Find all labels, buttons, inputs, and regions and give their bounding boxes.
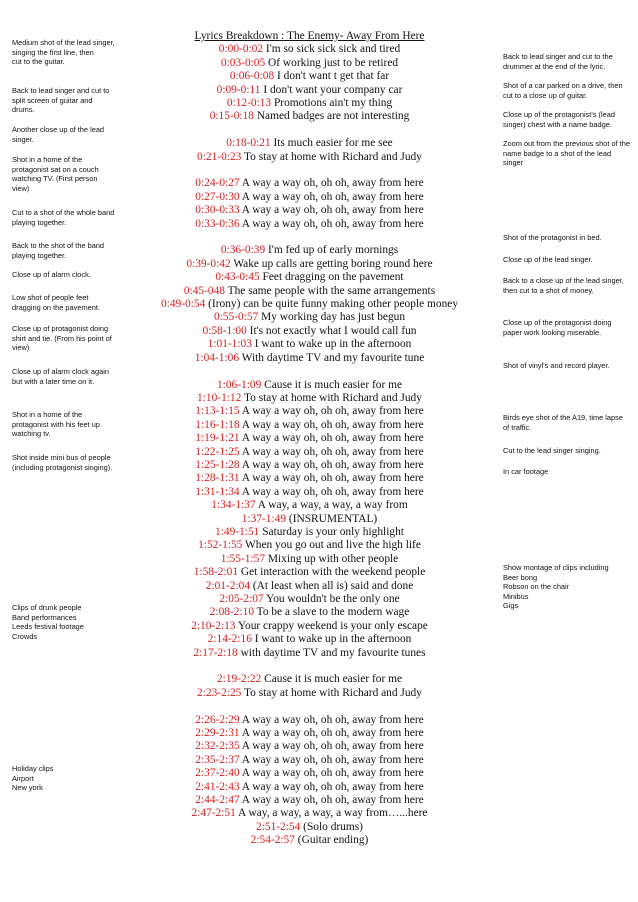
lyric-text: To stay at home with Richard and Judy: [241, 391, 422, 404]
lyric-line: [118, 392, 501, 405]
timestamp: 0:55-0:57: [213, 311, 259, 324]
timestamp: 1:28-1:31: [195, 472, 240, 485]
timestamp: 0:36-0:39: [220, 244, 266, 257]
timestamp: 0:58-1:00: [202, 324, 247, 337]
lyrics-column: [118, 30, 501, 848]
lyric-text: A way a way oh, oh oh, away from here: [239, 190, 424, 203]
lyric-text: A way a way oh, oh oh, away from here: [239, 472, 424, 485]
timestamp: 0:09-0:11: [216, 83, 261, 96]
lyric-line: [118, 499, 501, 512]
lyric-text: A way a way oh, oh oh, away from here: [239, 713, 424, 726]
lyric-line: [118, 177, 501, 190]
shot-note: Back to lead singer and cut to split screen of guitar and drums.: [12, 86, 110, 115]
timestamp: 0:03-0:05: [220, 56, 266, 69]
timestamp: 2:23-2:25: [197, 686, 242, 699]
lyric-text: Your crappy weekend is your only escape: [235, 619, 428, 632]
lyric-line: [118, 580, 501, 593]
timestamp: 0:21-0:23: [197, 150, 242, 163]
lyric-line: [118, 70, 501, 83]
timestamp: 0:00-0:02: [218, 43, 264, 56]
lyric-text: My working day has just begun: [258, 311, 406, 324]
lyric-line: [118, 244, 501, 257]
timestamp: 2:41-2:43: [195, 780, 240, 793]
shot-note: Close up of protagonist doing shirt and tie. (From his point of view): [12, 324, 112, 353]
shot-note: Another close up of the lead singer.: [12, 125, 105, 144]
lyric-text: I don't want t get that far: [274, 70, 390, 83]
lyric-line: [118, 620, 501, 633]
timestamp: 0:15-0:18: [209, 110, 254, 123]
shot-note: Close up of alarm clock.: [12, 270, 91, 279]
lyric-text: Promotions ain't my thing: [271, 97, 393, 110]
timestamp: 2:29-2:31: [195, 727, 240, 740]
timestamp: 0:27-0:30: [195, 190, 240, 203]
lyric-text: You wouldn't be the only one: [263, 593, 400, 605]
timestamp: 2:01-2:04: [205, 579, 251, 592]
lyric-line: [118, 526, 501, 539]
lyric-line: [118, 740, 501, 753]
page-title: Lyrics Breakdown : The Enemy- Away From Here: [194, 30, 425, 42]
lyric-line: [118, 97, 501, 110]
lyric-text: A way a way oh, oh oh, away from here: [239, 432, 424, 445]
lyric-text: With daytime TV and my favourite tune: [239, 351, 425, 364]
lyric-text: A way a way oh, oh oh, away from here: [239, 204, 424, 217]
lyric-line: [118, 218, 501, 231]
lyric-line: [118, 338, 501, 351]
timestamp: 0:12-0:13: [226, 97, 272, 110]
lyric-line: [118, 271, 501, 284]
shot-note: Zoom out from the previous shot of the name badge to a shot of the lead singer: [503, 139, 630, 168]
timestamp: 1:19-1:21: [195, 432, 240, 445]
timestamp: 2:26-2:29: [195, 713, 240, 726]
stanza-gap: [118, 700, 501, 713]
lyric-text: Named badges are not interesting: [253, 110, 410, 123]
lyric-line: [118, 821, 501, 834]
lyric-text: A way a way oh, oh oh, away from here: [239, 418, 424, 431]
shot-note: Close up of the protagonist's (lead singer) chest with a name badge.: [503, 110, 615, 129]
shot-note: Close up of the protagonist doing paper work looking miserable.: [503, 318, 612, 337]
lyric-line: [118, 285, 501, 298]
lyric-line: [118, 137, 501, 150]
lyric-line: [118, 606, 501, 619]
lyric-text: A way a way oh, oh oh, away from here: [239, 485, 424, 498]
lyric-line: [118, 794, 501, 807]
timestamp: 2:37-2:40: [195, 767, 240, 780]
timestamp: 1:13-1:15: [195, 405, 240, 418]
lyric-text: A way a way oh, oh oh, away from here: [239, 794, 424, 807]
lyric-text: A way, a way, a way, a way from: [255, 499, 408, 512]
lyric-line: [118, 258, 501, 271]
timestamp: 1:16-1:18: [195, 418, 240, 431]
lyric-line: [118, 446, 501, 459]
lyric-line: [118, 807, 501, 820]
timestamp: 2:47-2:51: [191, 807, 236, 820]
lyric-line: [118, 754, 501, 767]
lyric-line: [118, 714, 501, 727]
shot-note: Shot inside mini bus of people (including protagonist singing).: [12, 453, 113, 472]
lyric-line: [118, 459, 501, 472]
lyric-text: (INSRUMENTAL): [286, 512, 378, 525]
lyric-text: A way a way oh, oh oh, away from here: [239, 753, 424, 766]
lyric-text: A way a way oh, oh oh, away from here: [239, 217, 424, 230]
lyric-text: Get interaction with the weekend people: [238, 566, 426, 579]
lyric-line: [118, 352, 501, 365]
shot-note: Shot in a home of the protagonist sat on a couch watching TV. (First person view): [12, 155, 99, 193]
lyric-line: [118, 204, 501, 217]
lyric-line: [118, 43, 501, 56]
lyric-line: [118, 687, 501, 700]
timestamp: 0:24-0:27: [195, 177, 240, 190]
lyric-line: [118, 513, 501, 526]
timestamp: 2:54-2:57: [250, 834, 295, 847]
shot-note: Shot of the protagonist in bed.: [503, 233, 602, 242]
shot-note: Birds eye shot of the A19, time lapse of traffic.: [503, 413, 623, 432]
timestamp: 1:52-1:55: [198, 539, 243, 552]
lyric-line: [118, 727, 501, 740]
lyric-line: [118, 298, 501, 311]
shot-note: Low shot of people feet dragging on the pavement.: [12, 293, 100, 312]
shot-note: Cut to the lead singer singing.: [503, 446, 601, 455]
stanza-gap: [118, 231, 501, 244]
lyric-text: I'm fed up of early mornings: [265, 244, 399, 257]
timestamp: 0:06-0:08: [229, 70, 275, 83]
timestamp: 1:55-1:57: [220, 552, 266, 565]
shot-note: Close up of alarm clock again but with a later time on it.: [12, 367, 109, 386]
lyric-line: [118, 379, 501, 392]
lyric-text: A way a way oh, oh oh, away from here: [239, 727, 424, 740]
timestamp: 1:58-2:01: [193, 566, 239, 579]
stanza-gap: [118, 124, 501, 137]
lyric-text: I want to wake up in the afternoon: [251, 633, 412, 646]
timestamp: 1:06-1:09: [216, 378, 262, 391]
lyric-text: Of working just to be retired: [265, 56, 399, 69]
lyric-text: The same people with the same arrangements: [225, 284, 436, 297]
timestamp: 1:10-1:12: [197, 391, 242, 404]
timestamp: 0:33-0:36: [195, 217, 240, 230]
timestamp: 2:19-2:22: [216, 673, 262, 686]
lyric-text: Saturday is your only highlight: [259, 525, 404, 538]
shot-note: Close up of the lead singer.: [503, 255, 593, 264]
lyric-line: [118, 486, 501, 499]
lyric-text: Feet dragging on the pavement: [259, 271, 404, 284]
timestamp: 2:08-2:10: [209, 606, 255, 619]
lyric-line: [118, 566, 501, 579]
lyric-text: It's not exactly what I would call fun: [246, 324, 417, 337]
lyric-text: A way a way oh, oh oh, away from here: [239, 780, 424, 793]
lyric-text: To stay at home with Richard and Judy: [241, 150, 422, 163]
timestamp: 1:34-1:37: [211, 499, 256, 512]
lyric-line: [118, 834, 501, 847]
lyric-text: I want to wake up in the afternoon: [251, 338, 412, 351]
lyric-line: [118, 472, 501, 485]
lyric-text: Cause it is much easier for me: [261, 378, 403, 391]
timestamp: 2:51-2:54: [256, 820, 301, 833]
timestamp: 2:10-2:13: [191, 619, 236, 632]
timestamp: 0:18-0:21: [226, 137, 271, 150]
timestamp: 2:05-2:07: [219, 593, 264, 605]
shot-note: Cut to a shot of the whole band playing together.: [12, 208, 115, 227]
shot-note: Holiday clips Airport New york: [12, 764, 54, 793]
lyric-line: [118, 553, 501, 566]
shot-note: Back to a close up of the lead singer, then cut to a shot of money.: [503, 276, 624, 295]
shot-note: Show montage of clips including Beer bong Robson on the chair Minibus Gigs: [503, 563, 609, 611]
timestamp: 1:04-1:06: [194, 351, 240, 364]
shot-note: Shot of a car parked on a drive, then cut to a close up of guitar.: [503, 81, 623, 100]
lyric-text: Mixing up with other people: [265, 552, 399, 565]
lyric-text: (Solo drums): [300, 820, 363, 833]
lyric-text: A way a way oh, oh oh, away from here: [239, 458, 424, 471]
timestamp: 2:44-2:47: [195, 794, 240, 807]
lyric-text: To be a slave to the modern wage: [254, 606, 410, 619]
lyric-text: A way, a way, a way, a way from…...here: [235, 807, 428, 820]
shot-note: Shot of vinyl's and record player.: [503, 361, 610, 370]
lyric-text: (Irony) can be quite funny making other people money: [205, 298, 459, 311]
lyric-text: A way a way oh, oh oh, away from here: [239, 740, 424, 753]
timestamp: 0:30-0:33: [195, 204, 240, 217]
timestamp: 1:25-1:28: [195, 458, 240, 471]
timestamp: 1:01-1:03: [207, 338, 252, 351]
timestamp: 0:49-0:54: [160, 298, 206, 311]
timestamp: 0:39-0:42: [186, 257, 231, 270]
lyric-text: A way a way oh, oh oh, away from here: [239, 445, 424, 458]
timestamp: 1:22-1:25: [195, 445, 240, 458]
timestamp: 2:32-2:35: [195, 740, 240, 753]
shot-note: Shot in a home of the protagonist with his feet up watching tv.: [12, 410, 100, 439]
lyric-text: (At least when all is) said and done: [250, 579, 414, 592]
shot-note: Clips of drunk people Band performances Leeds festival footage Crowds: [12, 603, 84, 641]
timestamp: 1:37-1:49: [241, 512, 287, 525]
lyric-text: Wake up calls are getting boring round here: [230, 257, 433, 270]
timestamp: 1:49-1:51: [215, 525, 260, 538]
lyric-text: A way a way oh, oh oh, away from here: [239, 767, 424, 780]
lyric-text: To stay at home with Richard and Judy: [241, 686, 422, 699]
lyric-line: [118, 673, 501, 686]
lyric-line: [118, 325, 501, 338]
timestamp: 2:14-2:16: [207, 633, 252, 646]
shot-note: Back to lead singer and cut to the drummer at the end of the lyric.: [503, 52, 613, 71]
timestamp: 2:35-2:37: [195, 753, 240, 766]
timestamp: 1:31-1:34: [195, 485, 240, 498]
lyric-text: Cause it is much easier for me: [261, 673, 403, 686]
lyric-text: (Guitar ending): [294, 834, 369, 847]
lyric-line: [118, 110, 501, 123]
lyric-line: [118, 151, 501, 164]
lyric-line: [118, 405, 501, 418]
lyric-text: A way a way oh, oh oh, away from here: [239, 177, 424, 190]
lyric-line: [118, 593, 501, 606]
lyric-text: Its much easier for me see: [270, 137, 393, 150]
stanza-gap: [118, 660, 501, 673]
lyric-line: [118, 84, 501, 97]
timestamp: 0:43-0:45: [215, 271, 260, 284]
lyric-line: [118, 633, 501, 646]
timestamp: 0:45-048: [183, 284, 225, 297]
timestamp: 2:17-2:18: [193, 646, 238, 659]
lyric-line: [118, 539, 501, 552]
shot-note: Medium shot of the lead singer, singing the first line, then cut to the guitar.: [12, 38, 115, 67]
lyric-text: with daytime TV and my favourite tunes: [237, 646, 426, 659]
lyric-line: [118, 767, 501, 780]
lyric-line: [118, 311, 501, 324]
lyric-line: [118, 647, 501, 660]
stanza-gap: [118, 164, 501, 177]
lyric-line: [118, 191, 501, 204]
lyric-line: [118, 57, 501, 70]
shot-note: In car footage: [503, 467, 549, 476]
lyric-line: [118, 432, 501, 445]
lyric-text: I'm so sick sick sick and tired: [263, 43, 401, 56]
lyric-text: When you go out and live the high life: [242, 539, 421, 552]
stanza-gap: [118, 365, 501, 378]
lyric-line: [118, 781, 501, 794]
shot-note: Back to the shot of the band playing together.: [12, 241, 105, 260]
lyric-line: [118, 419, 501, 432]
lyric-text: A way a way oh, oh oh, away from here: [239, 405, 424, 418]
lyric-text: I don't want your company car: [260, 83, 403, 96]
